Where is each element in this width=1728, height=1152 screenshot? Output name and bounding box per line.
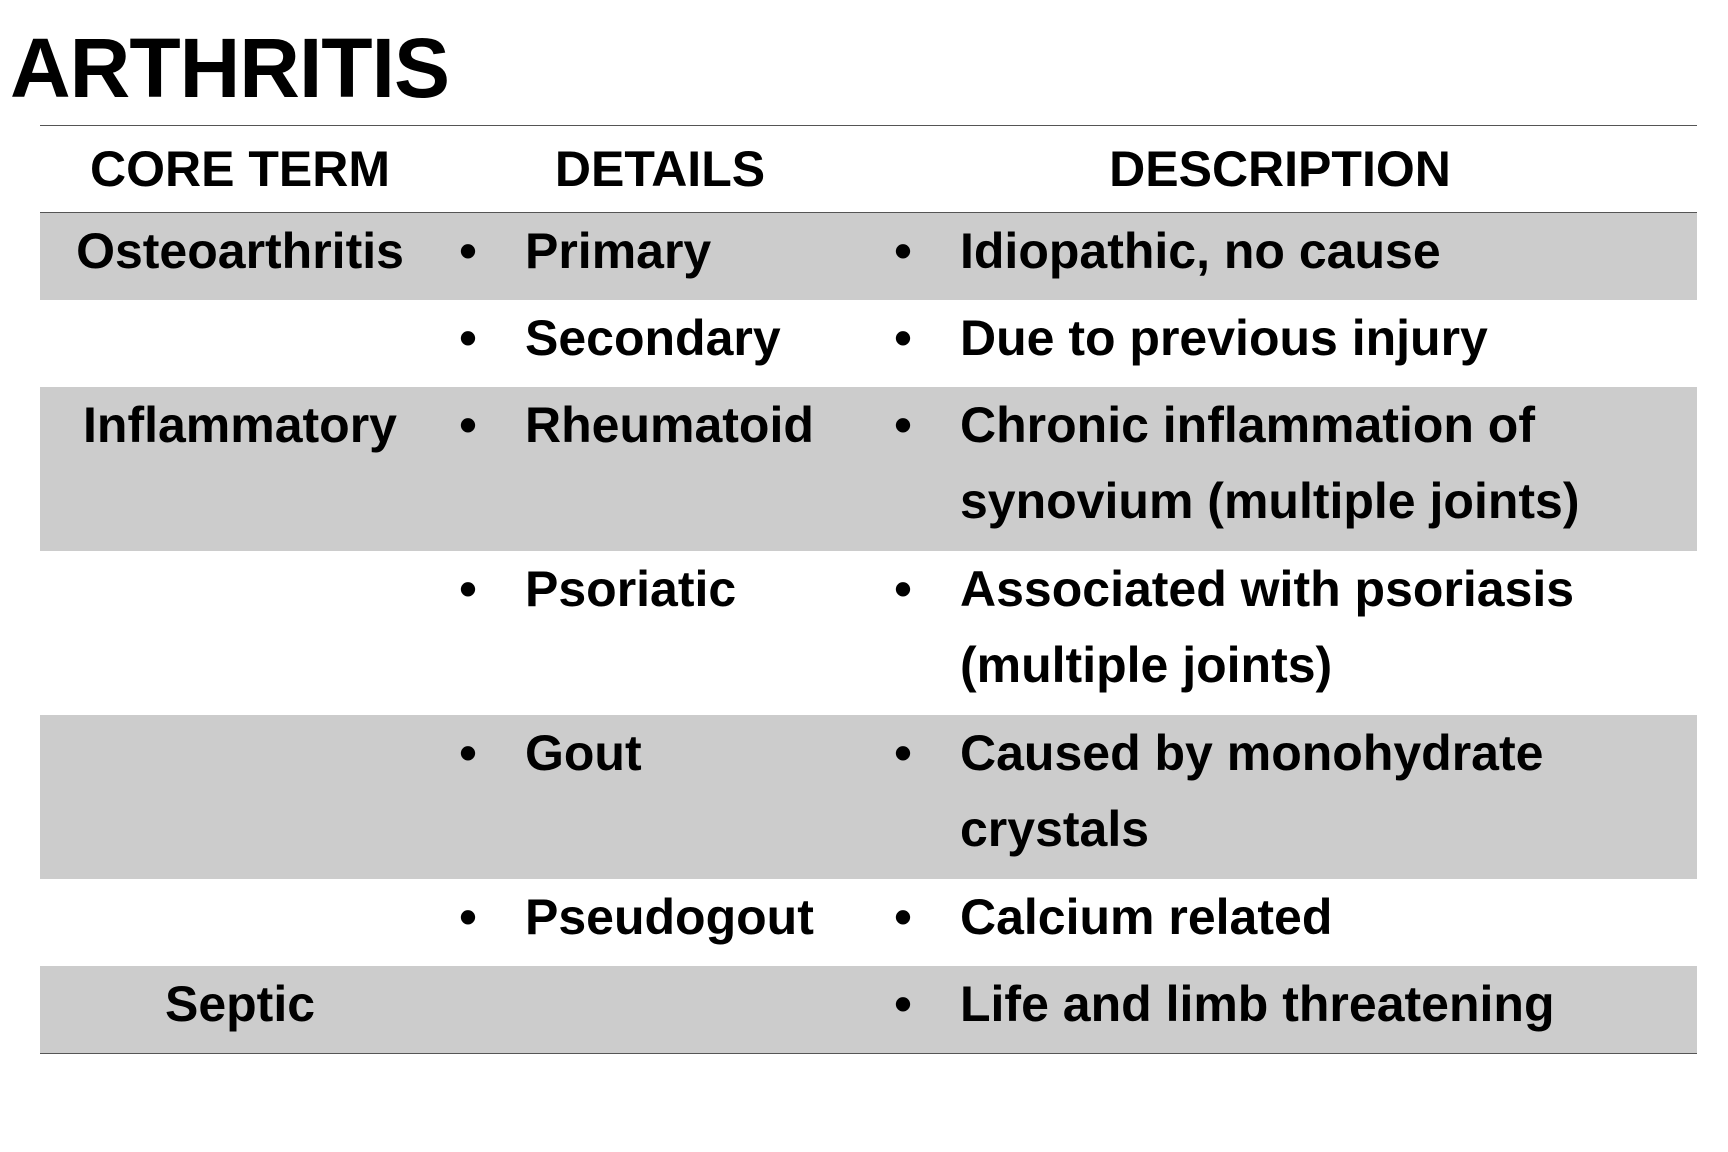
core-term-cell: Septic [164, 976, 316, 1032]
bullet-icon: • [894, 397, 912, 453]
details-cell: Psoriatic [525, 561, 737, 617]
bullet-icon: • [459, 223, 477, 279]
description-cell: Life and limb threatening [960, 976, 1555, 1032]
details-cell: Pseudogout [525, 889, 814, 945]
description-cell: Calcium related [960, 889, 1333, 945]
description-cell: Associated with psoriasis (multiple joints) [960, 561, 1575, 693]
bullet-icon: • [894, 725, 912, 781]
table-row [40, 213, 1697, 300]
table-row [40, 715, 1697, 879]
core-term-cell: Inflammatory [83, 397, 397, 453]
bullet-icon: • [894, 310, 912, 366]
details-cell: Rheumatoid [525, 397, 814, 453]
details-cell: Gout [525, 725, 642, 781]
header-core-term: CORE TERM [90, 141, 390, 197]
bullet-icon: • [459, 561, 477, 617]
bullet-icon: • [894, 976, 912, 1032]
bullet-icon: • [459, 889, 477, 945]
core-term-cell: Osteoarthritis [76, 223, 404, 279]
bullet-icon: • [459, 310, 477, 366]
description-cell: Caused by monohydrate crystals [960, 725, 1544, 857]
bullet-icon: • [894, 561, 912, 617]
table-row [40, 966, 1697, 1053]
description-cell: Due to previous injury [960, 310, 1488, 366]
table-header [40, 126, 1697, 213]
description-cell: Chronic inflammation of synovium (multiple joints) [960, 397, 1580, 529]
bullet-icon: • [459, 725, 477, 781]
details-cell: Secondary [525, 310, 781, 366]
bullet-icon: • [459, 397, 477, 453]
table-row [40, 300, 1697, 387]
table-row [40, 879, 1697, 966]
header-details: DETAILS [554, 141, 766, 197]
details-cell: Primary [525, 223, 712, 279]
bullet-icon: • [894, 223, 912, 279]
page-title: ARTHRITIS [10, 21, 449, 115]
arthritis-table [40, 125, 1697, 1054]
table-row [40, 387, 1697, 551]
header-description: DESCRIPTION [1109, 141, 1451, 197]
table-row [40, 551, 1697, 715]
description-cell: Idiopathic, no cause [960, 223, 1441, 279]
bullet-icon: • [894, 889, 912, 945]
